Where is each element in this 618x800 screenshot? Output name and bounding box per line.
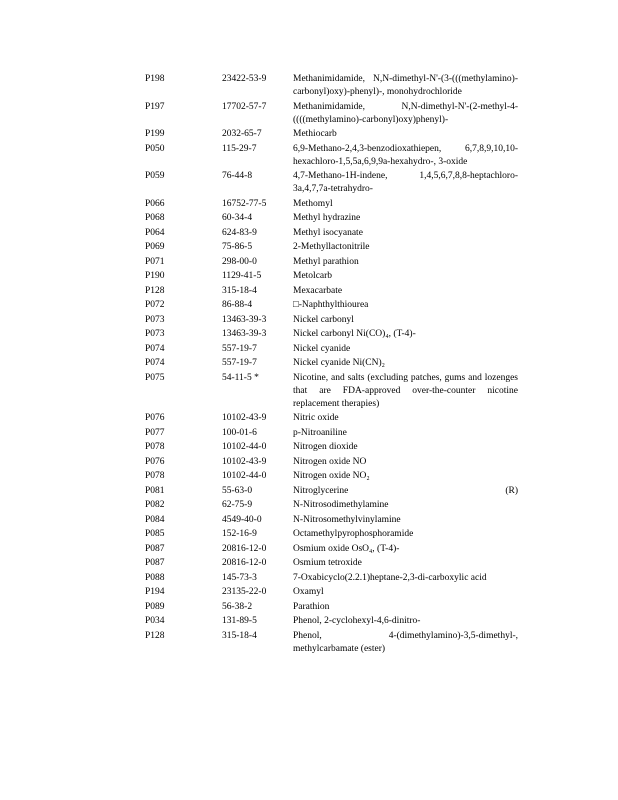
- chemical-name: N-Nitrosodimethylamine: [293, 500, 389, 510]
- chemical-name: 4,7-Methano-1H-indene, 1,4,5,6,7,8,8-heptachloro-3a,4,7,7a-tetrahydro-: [293, 171, 518, 194]
- waste-code: P128: [145, 630, 165, 641]
- chemical-name: Methanimidamide, N,N-dimethyl-N'-(3-(((methylamino)-carbonyl)oxy)-phenyl)-, monohydrochloride: [293, 74, 518, 97]
- table-row: [145, 285, 518, 298]
- cas-number: 1129-41-5: [222, 271, 262, 281]
- hazardous-waste-code-table: [145, 73, 518, 657]
- chemical-name: Methyl parathion: [293, 256, 359, 267]
- chemical-name: Osmium tetroxide: [293, 558, 362, 568]
- waste-code: P085: [145, 529, 165, 539]
- waste-code: P074: [145, 343, 165, 354]
- table-row: [145, 572, 518, 585]
- chemical-name: Methanimidamide, N,N-dimethyl-N'-(2-methyl-4-((((methylamino)-carbonyl)oxy)phenyl)-: [293, 101, 518, 125]
- table-row: [145, 328, 518, 341]
- waste-code: P198: [145, 74, 165, 84]
- table-row: [145, 170, 518, 196]
- waste-code: P078: [145, 442, 165, 452]
- waste-code: P087: [145, 543, 165, 554]
- waste-code: P072: [145, 300, 165, 310]
- table-row: [145, 557, 518, 570]
- table-row: [145, 101, 518, 127]
- waste-code: P034: [145, 616, 165, 626]
- waste-code: P081: [145, 485, 165, 496]
- waste-code: P073: [145, 329, 165, 339]
- cas-number: 624-83-9: [222, 227, 257, 238]
- table-row: [145, 543, 518, 556]
- waste-code: P074: [145, 358, 165, 368]
- cas-number: 557-19-7: [222, 343, 257, 354]
- waste-code: P199: [145, 129, 165, 139]
- chemical-name: Methomyl: [293, 198, 333, 209]
- cas-number: 115-29-7: [222, 143, 257, 154]
- chemical-name: □-Naphthylthiourea: [293, 300, 369, 310]
- waste-code: P068: [145, 213, 165, 223]
- waste-code: P066: [145, 198, 165, 209]
- table-row: [145, 198, 518, 211]
- table-row: [145, 314, 518, 327]
- table-row: [145, 372, 518, 411]
- chemical-name: Nickel cyanide: [293, 343, 351, 354]
- table-row: [145, 227, 518, 240]
- chemical-name: Phenol, 2-cyclohexyl-4,6-dinitro-: [293, 616, 421, 626]
- cas-number: 315-18-4: [222, 285, 257, 296]
- chemical-name: 6,9-Methano-2,4,3-benzodioxathiepen, 6,7,8,9,10,10-hexachloro-1,5,5a,6,9,9a-hexahydro-, 3-oxide: [293, 143, 518, 167]
- waste-code: P064: [145, 227, 165, 238]
- cas-number: 75-86-5: [222, 242, 253, 252]
- chemical-name: Methyl isocyanate: [293, 227, 363, 238]
- waste-code: P078: [145, 471, 165, 481]
- cas-number: 60-34-4: [222, 213, 253, 223]
- cas-number: 86-88-4: [222, 300, 253, 310]
- chemical-name: Phenol, 4-(dimethylamino)-3,5-dimethyl-, methylcarbamate (ester): [293, 630, 518, 654]
- cas-number: 10102-44-0: [222, 442, 267, 452]
- chemical-name: Nitrogen oxide NO: [293, 456, 367, 467]
- chemical-name: Nicotine, and salts (excluding patches, gums and lozenges that are FDA-approved over-the-counter nicotine replacement therapies): [293, 372, 518, 409]
- chemical-name: Oxamyl: [293, 587, 324, 597]
- cas-number: 131-89-5: [222, 616, 257, 626]
- chemical-name: Osmium oxide OsO₄, (T-4)-: [293, 543, 400, 554]
- cas-number: 2032-65-7: [222, 129, 262, 139]
- table-row: [145, 528, 518, 541]
- table-row: [145, 241, 518, 254]
- table-row: [145, 601, 518, 614]
- chemical-name: Nickel carbonyl: [293, 314, 354, 325]
- chemical-name: 2-Methyllactonitrile: [293, 242, 370, 252]
- waste-code: P075: [145, 372, 165, 383]
- cas-number: 145-73-3: [222, 572, 257, 583]
- table-row: [145, 427, 518, 440]
- chemical-name: Metolcarb: [293, 271, 333, 281]
- waste-code: P076: [145, 456, 165, 467]
- cas-number: 23135-22-0: [222, 587, 267, 597]
- chemical-name: p-Nitroaniline: [293, 427, 347, 438]
- hazard-code: (R): [505, 485, 518, 496]
- cas-number: 10102-43-9: [222, 456, 267, 467]
- waste-code: P197: [145, 101, 165, 112]
- chemical-name: 7-Oxabicyclo(2.2.1)heptane-2,3-di-carboxylic acid: [293, 572, 487, 583]
- waste-code: P087: [145, 558, 165, 568]
- chemical-name: Methiocarb: [293, 129, 337, 139]
- waste-code: P059: [145, 171, 165, 181]
- waste-code: P194: [145, 587, 165, 597]
- table-row: [145, 514, 518, 527]
- chemical-name: Nitric oxide: [293, 413, 339, 423]
- cas-number: 152-16-9: [222, 529, 257, 539]
- cas-number: 76-44-8: [222, 171, 253, 181]
- cas-number: 20816-12-0: [222, 543, 267, 554]
- cas-number: 100-01-6: [222, 427, 257, 438]
- waste-code: P084: [145, 514, 165, 525]
- cas-number: 13463-39-3: [222, 329, 267, 339]
- chemical-name: Methyl hydrazine: [293, 213, 361, 223]
- cas-number: 56-38-2: [222, 601, 253, 612]
- waste-code: P050: [145, 143, 165, 154]
- chemical-name: Nickel carbonyl Ni(CO)₄, (T-4)-: [293, 329, 416, 339]
- table-row: [145, 615, 518, 628]
- table-row: [145, 143, 518, 169]
- table-row: [145, 456, 518, 469]
- table-row: [145, 499, 518, 512]
- cas-number: 20816-12-0: [222, 558, 267, 568]
- waste-code: P076: [145, 413, 165, 423]
- waste-code: P190: [145, 271, 165, 281]
- cas-number: 10102-43-9: [222, 413, 267, 423]
- cas-number: 23422-53-9: [222, 74, 267, 84]
- table-row: [145, 212, 518, 225]
- table-row: [145, 441, 518, 454]
- table-row: [145, 470, 518, 483]
- cas-number: 557-19-7: [222, 358, 257, 368]
- cas-number: 13463-39-3: [222, 314, 267, 325]
- table-row: [145, 128, 518, 141]
- chemical-name: N-Nitrosomethylvinylamine: [293, 514, 401, 525]
- chemical-name: Nitrogen dioxide: [293, 442, 358, 452]
- chemical-name: Nitroglycerine: [293, 485, 349, 496]
- cas-number: 17702-57-7: [222, 101, 267, 112]
- chemical-name: Nitrogen oxide NO₂: [293, 471, 370, 481]
- cas-number: 10102-44-0: [222, 471, 267, 481]
- waste-code: P128: [145, 285, 165, 296]
- waste-code: P071: [145, 256, 165, 267]
- cas-number: 54-11-5 *: [222, 372, 259, 383]
- table-row: [145, 73, 518, 99]
- cas-number: 16752-77-5: [222, 198, 267, 209]
- waste-code: P089: [145, 601, 165, 612]
- table-row: [145, 256, 518, 269]
- chemical-name: Nickel cyanide Ni(CN)₂: [293, 358, 385, 368]
- waste-code: P088: [145, 572, 165, 583]
- waste-code: P073: [145, 314, 165, 325]
- waste-code: P069: [145, 242, 165, 252]
- cas-number: 4549-40-0: [222, 514, 262, 525]
- table-row: [145, 343, 518, 356]
- table-row: [145, 586, 518, 599]
- table-row: [145, 630, 518, 656]
- table-row: [145, 412, 518, 425]
- table-row: [145, 270, 518, 283]
- table-row: [145, 485, 518, 498]
- table-row: [145, 299, 518, 312]
- waste-code: P082: [145, 500, 165, 510]
- cas-number: 298-00-0: [222, 256, 257, 267]
- chemical-name: Octamethylpyrophosphoramide: [293, 529, 414, 539]
- cas-number: 315-18-4: [222, 630, 257, 641]
- table-row: [145, 357, 518, 370]
- waste-code: P077: [145, 427, 165, 438]
- cas-number: 55-63-0: [222, 485, 253, 496]
- chemical-name: Mexacarbate: [293, 285, 343, 296]
- cas-number: 62-75-9: [222, 500, 253, 510]
- chemical-name: Parathion: [293, 601, 330, 612]
